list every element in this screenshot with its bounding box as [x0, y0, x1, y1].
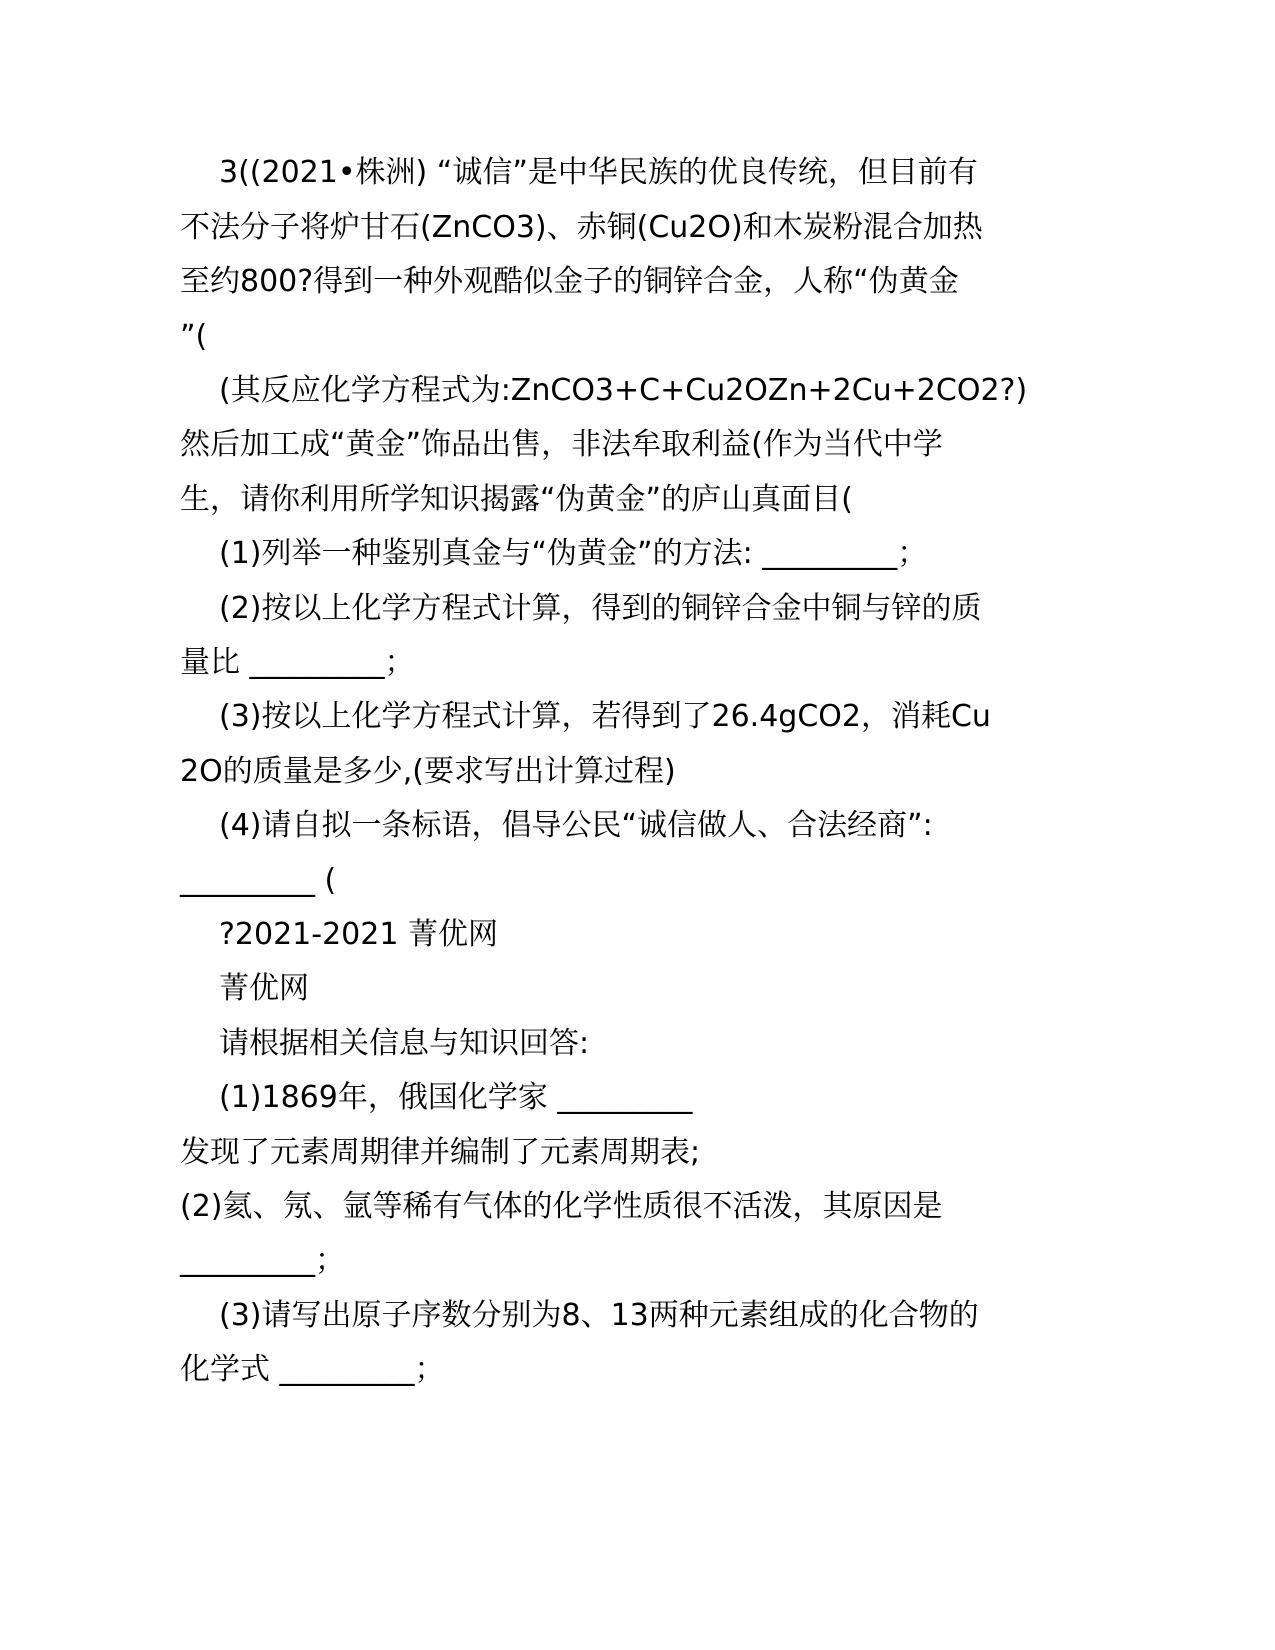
text-line: (2)按以上化学方程式计算，得到的铜锌合金中铜与锌的质 [219, 591, 982, 626]
text-line: 然后加工成“黄金”饰品出售，非法牟取利益(作为当代中学 [180, 427, 943, 462]
text-line: (1)列举一种鉴别真金与“伪黄金”的方法: _________； [219, 536, 928, 571]
text-line: 菁优网 [219, 971, 309, 1006]
text-line: ”( [180, 319, 208, 354]
text-line: (4)请自拟一条标语，倡导公民“诚信做人、合法经商”: [219, 808, 933, 843]
text-line: (3)请写出原子序数分别为8、13两种元素组成的化合物的 [219, 1298, 979, 1333]
text-line: 量比 _________； [180, 645, 415, 680]
text-line: _________ ( [180, 863, 337, 898]
text-line: 请根据相关信息与知识回答: [219, 1026, 590, 1061]
text-line: _________； [180, 1243, 345, 1278]
text-line: 生，请你利用所学知识揭露“伪黄金”的庐山真面目( [180, 482, 853, 517]
text-line: 3((2021•株洲) “诚信”是中华民族的优良传统，但目前有 [219, 155, 978, 190]
text-line: 至约800?得到一种外观酷似金子的铜锌合金，人称“伪黄金 [180, 264, 959, 299]
text-line: 发现了元素周期律并编制了元素周期表; [180, 1135, 701, 1170]
text-line: 不法分子将炉甘石(ZnCO3)、赤铜(Cu2O)和木炭粉混合加热 [180, 210, 983, 245]
text-line: (1)1869年，俄国化学家 _________ [219, 1080, 693, 1115]
text-line: (2)氦、氖、氩等稀有气体的化学性质很不活泼，其原因是 [180, 1189, 943, 1224]
text-line: (其反应化学方程式为:ZnCO3+C+Cu2OZn+2Cu+2CO2?) [219, 373, 1028, 408]
text-line: ?2021-2021 菁优网 [219, 917, 498, 952]
text-line: 2O的质量是多少,(要求写出计算过程) [180, 754, 676, 789]
text-line: 化学式 _________； [180, 1352, 445, 1387]
text-line: (3)按以上化学方程式计算，若得到了26.4gCO2，消耗Cu [219, 699, 991, 734]
